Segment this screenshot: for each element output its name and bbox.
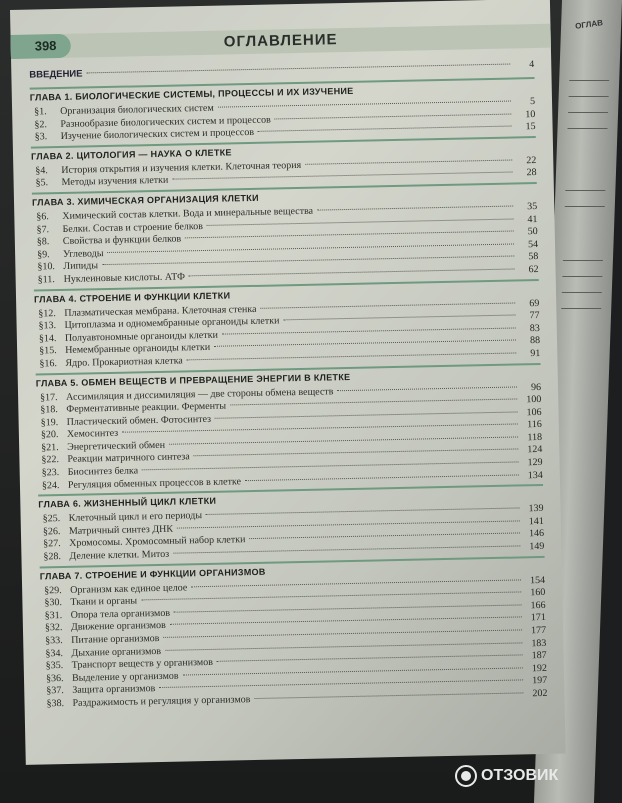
section-name: Нуклеиновые кислоты. АТФ — [63, 271, 186, 285]
section-name: Ферментативные реакции. Ферменты — [66, 400, 227, 415]
chapter — [31, 136, 537, 191]
section-number: §22. — [41, 454, 60, 466]
section-page: 192 — [531, 662, 548, 674]
section-number: §13. — [38, 320, 57, 332]
dot-leader — [317, 205, 513, 210]
section-page: 10 — [525, 108, 536, 120]
section-name: Немембранные органоиды клетки — [65, 342, 211, 357]
dot-leader — [187, 352, 517, 360]
section-name: Энергетический обмен — [67, 439, 166, 453]
section-page: 183 — [531, 637, 547, 649]
section-page: 100 — [526, 394, 542, 406]
chapter-title: ГЛАВА 6. ЖИЗНЕННЫЙ ЦИКЛ КЛЕТКИ — [38, 496, 217, 510]
watermark — [455, 765, 558, 787]
section-number: §31. — [44, 609, 63, 622]
section-page: 134 — [527, 469, 543, 481]
dot-leader — [258, 126, 512, 132]
section-page: 129 — [527, 457, 543, 469]
section-name: Организм как единое целое — [70, 582, 188, 596]
chapter — [34, 279, 541, 372]
page-number: 398 — [34, 38, 57, 54]
section-name: Ядро. Прокариотная клетка — [65, 355, 183, 369]
section-number: §32. — [44, 622, 63, 634]
section-name: Липиды — [63, 260, 99, 273]
section-page: 58 — [528, 251, 539, 263]
intro-page: 4 — [529, 59, 535, 71]
section-name: Изучение биологических систем и процессов — [60, 127, 255, 143]
section-number: §24. — [41, 479, 60, 492]
section-name: Ткани и органы — [70, 595, 138, 609]
section-name: Биосинтез белка — [67, 465, 139, 478]
section-page: 149 — [529, 540, 545, 553]
section-page: 54 — [527, 238, 539, 250]
intro-label: ВВЕДЕНИЕ — [29, 68, 83, 81]
section-number: §27. — [43, 538, 61, 550]
section-name: Хемосинтез — [66, 428, 119, 441]
section-page: 69 — [529, 297, 540, 309]
section-number: §9. — [37, 248, 50, 261]
section-page: 28 — [526, 167, 537, 179]
section-name: Организация биологических систем — [60, 102, 214, 117]
section-name: Химический состав клетки. Вода и минеральные вещества — [62, 205, 314, 222]
section-name: Дыхание организмов — [71, 645, 162, 659]
section-name: Хромосомы. Хромосомный набор клетки — [69, 534, 246, 550]
section-number: §14. — [38, 332, 57, 345]
watermark-logo-icon — [455, 765, 477, 787]
section-name: Ассимиляция и диссимиляция — две стороны обмена веществ — [65, 385, 334, 403]
page-title: ОГЛАВЛЕНИЕ — [223, 31, 338, 51]
section-number: §30. — [44, 597, 63, 609]
watermark-text: ОТЗОВИК — [481, 767, 559, 784]
section-name: Полуавтономные органоиды клетки — [64, 329, 218, 344]
section-name: Методы изучения клетки — [61, 175, 169, 189]
section-number: §33. — [45, 635, 63, 647]
section-page: 177 — [530, 624, 547, 637]
section-name: Цитоплазма и одномембранные органоиды клетки — [64, 315, 280, 332]
section-page: 141 — [528, 515, 544, 528]
dot-leader — [254, 692, 523, 699]
dot-leader — [217, 655, 523, 662]
section-page: 166 — [530, 599, 546, 612]
section-name: Транспорт веществ у организмов — [71, 657, 213, 672]
section-page: 15 — [525, 121, 536, 133]
dot-leader — [260, 302, 515, 308]
dot-leader — [174, 604, 522, 612]
dot-leader — [305, 159, 512, 164]
chapter-title: ГЛАВА 3. ХИМИЧЕСКАЯ ОРГАНИЗАЦИЯ КЛЕТКИ — [31, 192, 259, 208]
section-number: §18. — [40, 404, 58, 416]
section-number: §8. — [36, 236, 50, 248]
chapter — [30, 77, 536, 144]
section-page: 139 — [528, 503, 544, 515]
section-name: Опора тела организмов — [70, 607, 171, 621]
section-number: §5. — [35, 177, 49, 189]
section-number: §25. — [42, 513, 61, 525]
section-page: 22 — [526, 154, 537, 167]
book-page — [10, 0, 566, 765]
section-number: §11. — [37, 274, 55, 286]
chapter-title: ГЛАВА 4. СТРОЕНИЕ И ФУНКЦИИ КЛЕТКИ — [33, 289, 231, 305]
section-page: 41 — [527, 213, 538, 225]
dot-leader — [189, 268, 515, 276]
section-number: §3. — [34, 131, 48, 143]
section-page: 160 — [530, 587, 546, 599]
dot-leader — [172, 172, 512, 180]
section-name: Углеводы — [63, 247, 104, 260]
dot-leader — [214, 340, 516, 347]
section-number: §21. — [41, 441, 59, 454]
section-page: 5 — [529, 96, 536, 108]
section-name: Регуляция обменных процессов в клетке — [67, 475, 242, 491]
section-number: §38. — [46, 697, 65, 710]
section-number: §16. — [39, 358, 58, 370]
section-page: 91 — [530, 347, 541, 360]
section-page: 35 — [527, 200, 538, 213]
dot-leader — [222, 327, 516, 334]
section-name: Белки. Состав и строение белков — [62, 220, 204, 235]
dot-leader — [207, 218, 514, 225]
section-name: Питание организмов — [71, 633, 160, 646]
section-page: 106 — [526, 406, 542, 418]
section-name: Деление клетки. Митоз — [69, 548, 170, 562]
section-number: §19. — [40, 416, 59, 429]
section-page: 88 — [529, 335, 541, 347]
section-number: §20. — [40, 429, 59, 441]
dot-leader — [215, 411, 518, 418]
dot-leader — [185, 231, 514, 239]
adjacent-page-header: ОГЛАВ — [574, 18, 604, 31]
dot-leader — [249, 533, 520, 540]
section-page: 62 — [528, 263, 539, 276]
dot-leader — [173, 545, 520, 553]
dot-leader — [245, 474, 519, 481]
section-number: §1. — [34, 106, 47, 118]
section-name: Раздражимость и регуляция у организмов — [72, 694, 251, 709]
chapter — [32, 182, 539, 287]
chapter-title: ГЛАВА 2. ЦИТОЛОГИЯ — НАУКА О КЛЕТКЕ — [30, 147, 232, 162]
section-number: §37. — [46, 685, 64, 697]
dot-leader — [183, 667, 523, 675]
chapter-title: ГЛАВА 1. БИОЛОГИЧЕСКИЕ СИСТЕМЫ, ПРОЦЕССЫ И ИХ ИЗУЧЕНИЕ — [29, 85, 354, 103]
section-number: §26. — [42, 525, 61, 538]
section-page: 146 — [528, 528, 545, 540]
dot-leader — [337, 386, 517, 391]
section-name: Клеточный цикл и его периоды — [68, 510, 203, 525]
section-page: 83 — [529, 322, 540, 334]
dot-leader — [169, 436, 518, 444]
dot-leader — [191, 579, 521, 587]
section-number: §4. — [35, 165, 48, 177]
section-page: 116 — [527, 419, 542, 431]
section-number: §29. — [44, 584, 62, 597]
dot-leader — [194, 449, 519, 457]
chapter — [40, 556, 548, 711]
chapter — [36, 362, 543, 492]
chapter — [38, 484, 544, 564]
section-name: Разнообразие биологических систем и процессов — [60, 114, 271, 130]
section-number: §12. — [38, 307, 56, 320]
dot-leader — [218, 101, 511, 108]
section-name: Пластический обмен. Фотосинтез — [66, 413, 212, 428]
section-page: 96 — [530, 381, 542, 393]
section-number: §6. — [36, 211, 49, 223]
section-number: §34. — [45, 647, 64, 659]
section-page: 171 — [530, 612, 546, 624]
section-name: Матричный синтез ДНК — [68, 523, 174, 537]
dot-leader — [283, 315, 515, 321]
section-page: 202 — [532, 687, 548, 700]
section-page: 77 — [529, 310, 540, 322]
dot-leader — [206, 508, 520, 516]
section-name: Плазматическая мембрана. Клеточная стенка — [64, 303, 257, 319]
section-number: §35. — [45, 660, 64, 672]
section-number: §10. — [37, 261, 56, 273]
dot-leader — [87, 64, 511, 74]
dot-leader — [177, 520, 520, 528]
section-page: 124 — [527, 444, 543, 456]
section-number: §2. — [34, 118, 48, 131]
section-page: 154 — [529, 574, 546, 586]
chapter-title: ГЛАВА 7. СТРОЕНИЕ И ФУНКЦИИ ОРГАНИЗМОВ — [39, 566, 266, 582]
section-page: 197 — [532, 675, 548, 687]
section-number: §23. — [41, 467, 60, 479]
section-number: §15. — [39, 345, 57, 357]
section-name: Реакции матричного синтеза — [67, 451, 190, 466]
section-name: История открытия и изучения клетки. Клеточная теория — [61, 159, 302, 176]
section-number: §7. — [36, 223, 50, 236]
section-name: Движение организмов — [70, 620, 166, 634]
section-number: §28. — [43, 551, 62, 563]
section-name: Защита организмов — [72, 683, 156, 697]
section-page: 50 — [527, 226, 538, 238]
section-page: 118 — [527, 431, 543, 444]
section-name: Выделение у организмов — [71, 670, 179, 684]
dot-leader — [230, 399, 517, 406]
section-name: Свойства и функции белков — [62, 233, 182, 248]
section-number: §36. — [45, 672, 64, 685]
section-number: §17. — [40, 391, 58, 403]
dot-leader — [275, 113, 512, 119]
table-of-contents — [29, 59, 547, 711]
section-page: 187 — [531, 650, 547, 662]
chapter-title: ГЛАВА 5. ОБМЕН ВЕЩЕСТВ И ПРЕВРАЩЕНИЕ ЭНЕРГИИ В КЛЕТКЕ — [35, 371, 351, 389]
